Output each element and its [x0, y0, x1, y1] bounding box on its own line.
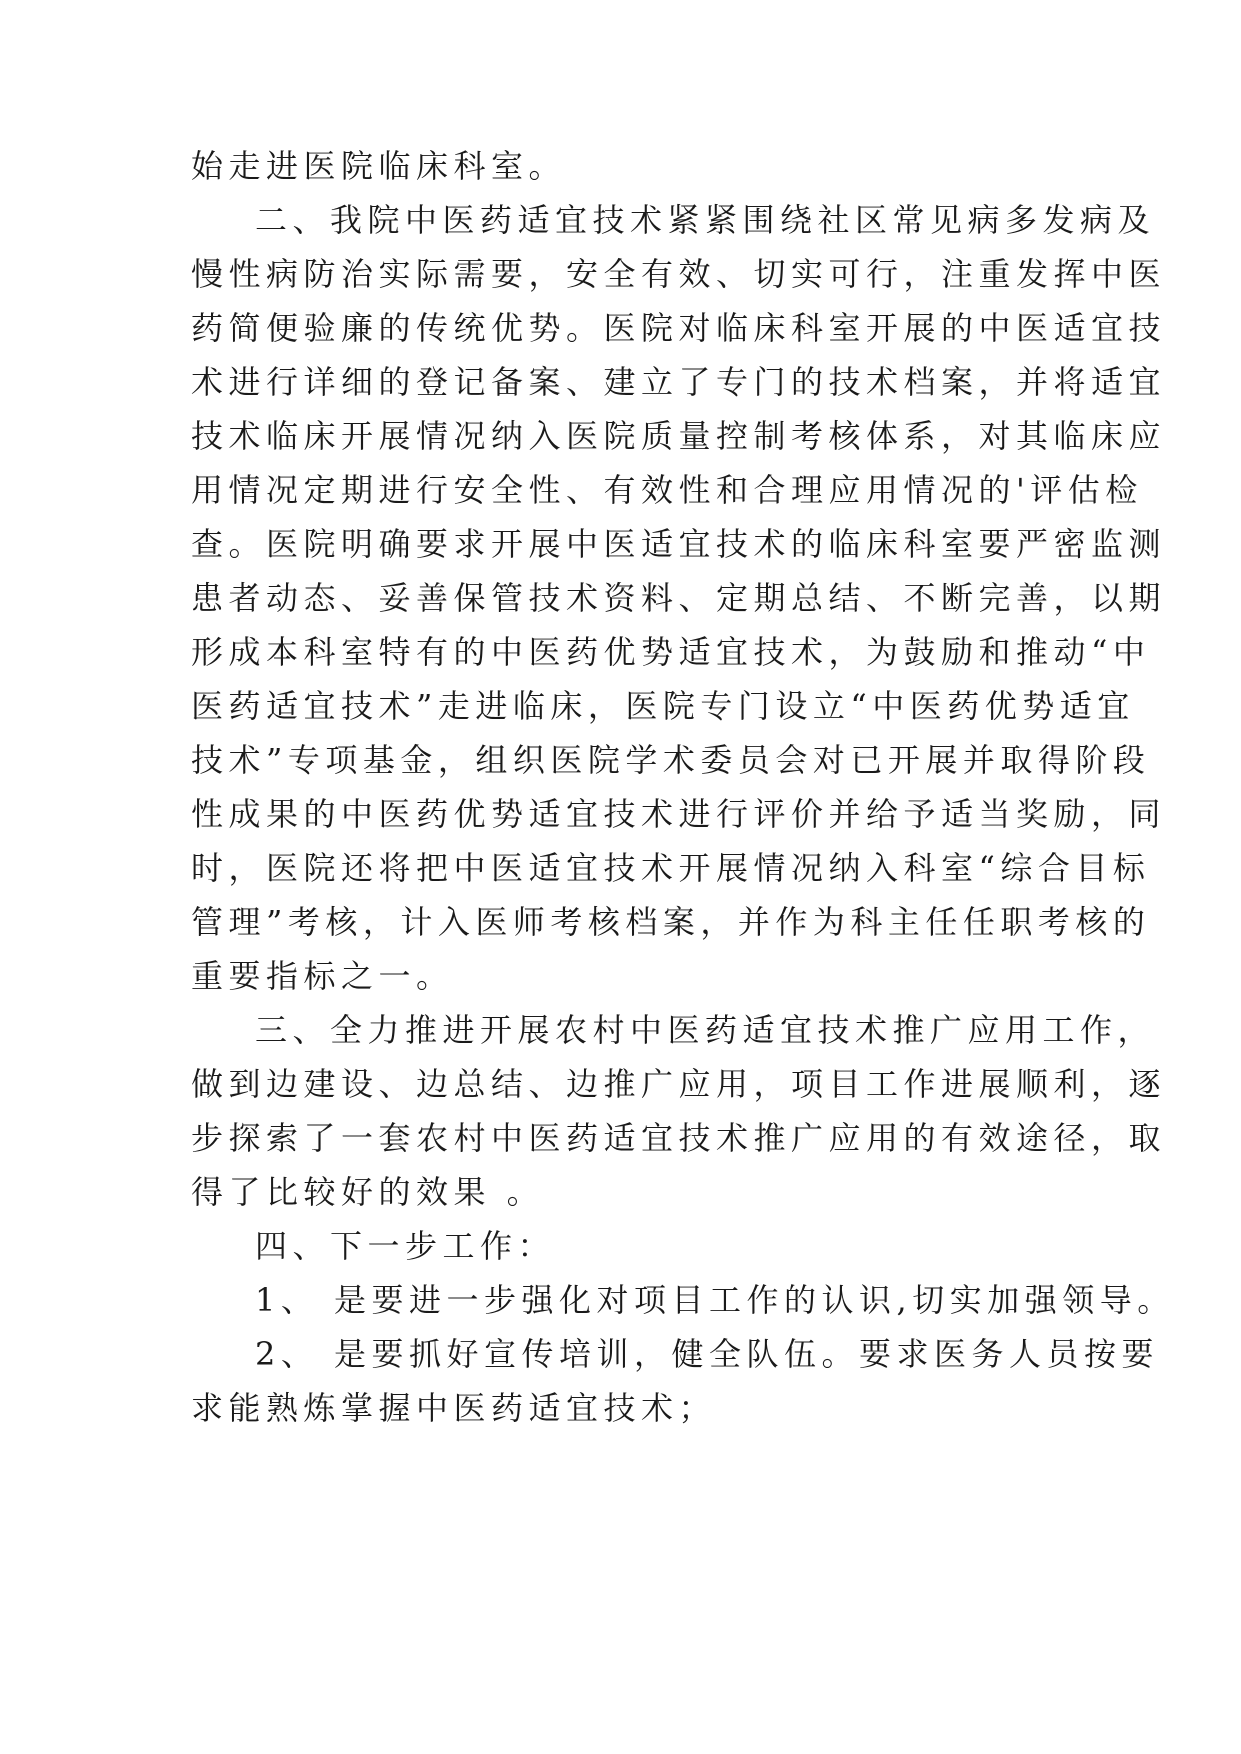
text-line: 用情况定期进行安全性、有效性和合理应用情况的'评估检 [191, 471, 1143, 509]
text-line: 形成本科室特有的中医药优势适宜技术，为鼓励和推动“中 [191, 633, 1151, 671]
text-line: 求能熟炼掌握中医药适宜技术； [191, 1389, 717, 1427]
text-line: 查。医院明确要求开展中医适宜技术的临床科室要严密监测 [191, 525, 1167, 563]
text-line: 术进行详细的登记备案、建立了专门的技术档案，并将适宜 [191, 363, 1167, 401]
text-line: 重要指标之一。 [191, 957, 454, 995]
text-line: 步探索了一套农村中医药适宜技术推广应用的有效途径，取 [191, 1119, 1167, 1157]
list-item-line: 2、 是要抓好宣传培训，健全队伍。要求医务人员按要 [255, 1335, 1160, 1373]
list-item-line: 1、 是要进一步强化对项目工作的认识,切实加强领导。 [255, 1281, 1175, 1319]
text-line: 得了比较好的效果 。 [191, 1173, 545, 1211]
text-line: 技术”专项基金，组织医院学术委员会对已开展并取得阶段 [191, 741, 1151, 779]
text-line: 时，医院还将把中医适宜技术开展情况纳入科室“综合目标 [191, 849, 1151, 887]
text-line: 慢性病防治实际需要，安全有效、切实可行，注重发挥中医 [191, 255, 1167, 293]
text-line: 医药适宜技术”走进临床，医院专门设立“中医药优势适宜 [191, 687, 1135, 725]
text-line: 技术临床开展情况纳入医院质量控制考核体系，对其临床应 [191, 417, 1167, 455]
section-heading-line: 三、全力推进开展农村中医药适宜技术推广应用工作， [255, 1011, 1156, 1049]
text-line: 做到边建设、边总结、边推广应用，项目工作进展顺利，逐 [191, 1065, 1167, 1103]
text-line: 患者动态、妥善保管技术资料、定期总结、不断完善，以期 [191, 579, 1167, 617]
text-line: 性成果的中医药优势适宜技术进行评价并给予适当奖励，同 [191, 795, 1167, 833]
section-heading-line: 二、我院中医药适宜技术紧紧围绕社区常见病多发病及 [255, 201, 1156, 239]
text-line: 始走进医院临床科室。 [191, 147, 567, 185]
text-line: 药简便验廉的传统优势。医院对临床科室开展的中医适宜技 [191, 309, 1167, 347]
text-line: 管理”考核，计入医师考核档案，并作为科主任任职考核的 [191, 903, 1151, 941]
section-heading-line: 四、下一步工作： [255, 1227, 556, 1265]
